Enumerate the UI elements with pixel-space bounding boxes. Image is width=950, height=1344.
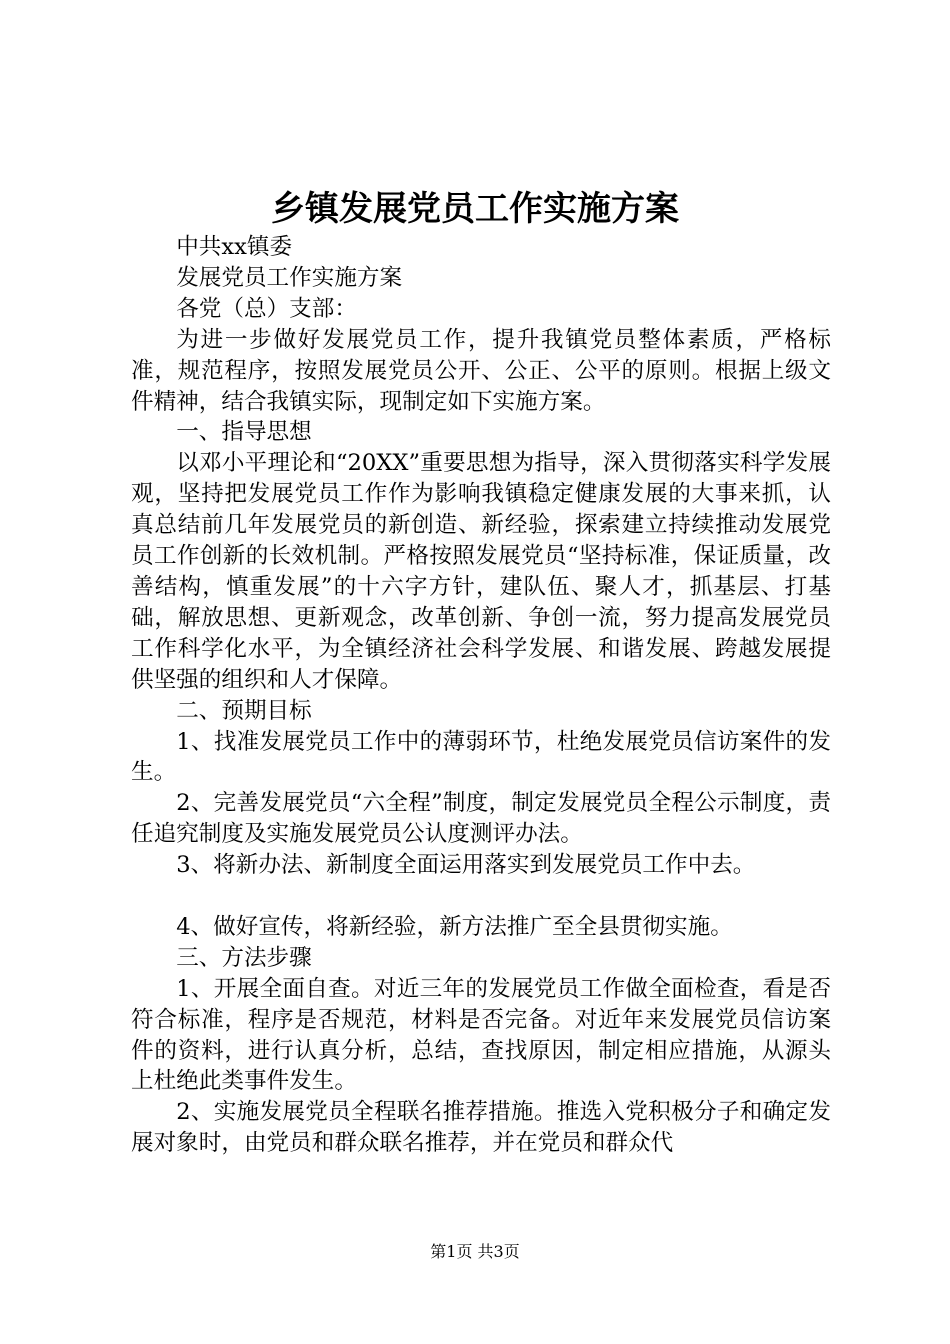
goal-item-2: 2、完善发展党员“六全程”制度，制定发展党员全程公示制度，责任追究制度及实施发展党员公认度测评办法。 bbox=[131, 790, 831, 848]
section-heading-3: 三、方法步骤 bbox=[176, 944, 312, 971]
goal-item-4: 4、做好宣传，将新经验，新方法推广至全县贯彻实施。 bbox=[176, 913, 733, 940]
step-item-1: 1、开展全面自查。对近三年的发展党员工作做全面检查，看是否符合标准，程序是否规范，材料是否完备。对近年来发展党员信访案件的资料，进行认真分析，总结，查找原因，制定相应措施，从源头上杜绝此类事件发生。 bbox=[131, 975, 831, 1095]
paragraph-issuer: 中共xx镇委 bbox=[176, 234, 293, 260]
document-title: 乡镇发展党员工作实施方案 bbox=[271, 189, 679, 229]
section-heading-1: 一、指导思想 bbox=[176, 419, 312, 446]
paragraph-salutation: 各党（总）支部： bbox=[176, 295, 357, 322]
step-item-2: 2、实施发展党员全程联名推荐措施。推选入党积极分子和确定发展对象时，由党员和群众联名推荐，并在党员和群众代 bbox=[131, 1099, 831, 1157]
goal-item-1: 1、找准发展党员工作中的薄弱环节，杜绝发展党员信访案件的发生。 bbox=[131, 728, 831, 786]
page-footer: 第1页 共3页 bbox=[430, 1242, 520, 1261]
goal-item-3: 3、将新办法、新制度全面运用落实到发展党员工作中去。 bbox=[176, 852, 756, 879]
paragraph-guiding-ideology: 以邓小平理论和“20XX”重要思想为指导，深入贯彻落实科学发展观，坚持把发展党员工作作为影响我镇稳定健康发展的大事来抓，认真总结前几年发展党员的新创造、新经验，探索建立持续推动发展党员工作创新的长效机制。严格按照发展党员“坚持标准，保证质量，改善结构，慎重发展”的十六字方针，建队伍、聚人才，抓基层、打基础，解放思想、更新观念，改革创新、争创一流，努力提高发展党员工作科学化水平，为全镇经济社会科学发展、和谐发展、跨越发展提供坚强的组织和人才保障。 bbox=[131, 450, 831, 693]
document-body bbox=[131, 232, 831, 1159]
paragraph-intro: 为进一步做好发展党员工作，提升我镇党员整体素质，严格标准，规范程序，按照发展党员公开、公正、公平的原则。根据上级文件精神，结合我镇实际，现制定如下实施方案。 bbox=[131, 326, 831, 415]
section-heading-2: 二、预期目标 bbox=[176, 697, 312, 724]
paragraph-subtitle: 发展党员工作实施方案 bbox=[176, 264, 403, 291]
